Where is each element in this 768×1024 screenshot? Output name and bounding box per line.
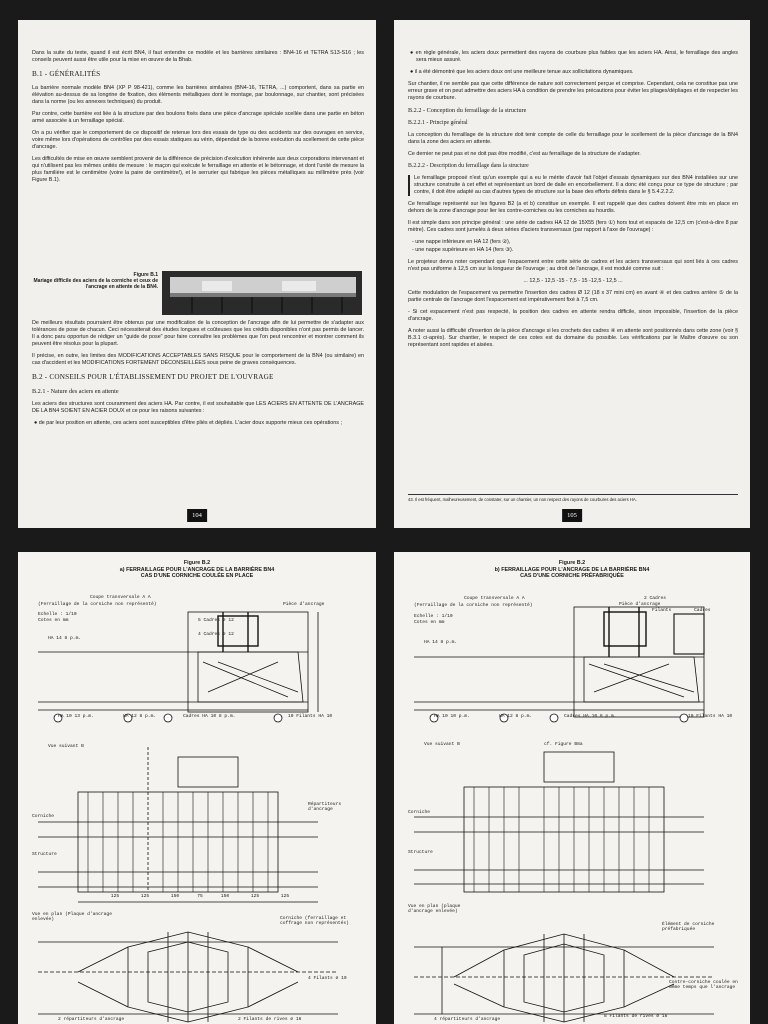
quote-paragraph: Le ferraillage proposé n'est qu'un exemple qui a eu le mérite d'avoir fait l'objet d'essais dynamiques sur des BN4 installées sur une structure construite à cet effet et représentant un bord de dalle en encorbellement. Il a donc été conçu pour ce type de structure ; par contre, il doit être adapté au cas d'autres types de structure sur la base des efforts définis dans le § 5.4.2.2.2. [408,175,738,196]
paragraph: - Si cet espacement n'est pas respecté, la position des cadres en attente rendra difficile, sinon impossible, l'insertion de la pièce d'ancrage. [408,309,738,322]
figure-number: Figure B.2 [183,560,211,566]
rebar-label: HA 10 10 p.m. [434,714,470,719]
anchor-piece-label: Pièce d'ancrage [283,602,325,607]
heading-b222: B.2.2.2 - Description du ferraillage dans la structure [408,163,529,169]
rebar-label: Cadres HA 10 8 p.m. [564,714,617,719]
frames-label: 2 Cadres [644,596,667,601]
rebar-label: HA 12 8 p.m. [499,714,533,719]
view-label: Vue suivant B [424,742,460,747]
bullet-text: en règle générale, les aciers doux permettent des rayons de courbure plus faibles que les aciers HA. Ainsi, le ferraillage des angles sera mieux assuré. [415,50,738,63]
section-note: (Ferraillage de la corniche non représenté) [38,602,157,607]
bullet-text: de par leur position en attente, ces aciers sont susceptibles d'être pliés et dépliés. L'acier doux supporte mieux ces opérations ; [38,420,342,426]
precast-element-label: Élément de corniche préfabriquée [662,922,715,933]
dimension-value: 125 [250,894,260,899]
cornice-note: Corniche (ferraillage et coffrage non représentés) [280,916,349,927]
page-104 [18,20,376,528]
paragraph: Les difficultés de mise en œuvre semblent provenir de la différence de précision d'exécution inhérente aux deux corporations intervenant et qui n'utilisent pas les mêmes unités de mesure : le maçon qui exécute le ferraillage en attente et le bétonnage, et dont l'unité de mesure la plus familière est le centimètre (voire la paire de centimètre!), et le serrurier qui fabrique les pièces métalliques au millimètre près (voir Figure B.1). [32,156,364,183]
page-106-figure [18,552,376,1024]
intro-paragraph: Dans la suite du texte, quand il est écrit BN4, il faut entendre ce modèle et les barrières similaires : BN4-16 et TETRA S13-S16 ; les conseils peuvent aussi être utile pour la mise en œuvre de la Bhab. [32,50,364,63]
paragraph: Il précise, en outre, les limites des MODIFICATIONS ACCEPTABLES SANS RISQUE pour le comportement de la BN4 (ou similaire) en cas d'accident et les MODIFICATIONS FORTEMENT DÉCONSEILLÉES sous peine de graves conséquences. [32,353,364,366]
figure-number: Figure B.2 [558,560,586,566]
paragraph: Par contre, cette barrière est liée à la structure par des boulons fixés dans une pièce d'ancrage spéciale scellée dans une partie en béton armé associée à un ferraillage spécial. [32,111,364,124]
rebar-label: HA 10 13 p.m. [58,714,94,719]
paragraph: De meilleurs résultats pourraient être obtenus par une modification de la conception de l'ancrage afin de lui permettre de s'adapter aux tolérances de pose de chacun. Ceci nécessiterait des études longues et coûteuses que les crédits disponibles n'ont pas permis de lancer. Il a donc paru opportun de rédiger un "guide de pose" pour faire connaître les problèmes que l'on peut rencontrer et montrer comment ils peuvent être résolus pour la plupart. [32,320,364,347]
figure-b1-caption [32,272,158,291]
section-note: (Ferraillage de la corniche non représenté) [414,603,533,608]
paragraph: Ce dernier ne peut pas et ne doit pas être modifié, c'est au ferraillage de la structure de s'adapter. [408,151,641,157]
plan-view-label: Vue en plan (plaque d'ancrage enlevée) [408,904,461,915]
cornice-label: Corniche [32,814,55,819]
rebar-label: HA 14 8 p.m. [424,640,458,645]
dimension-value: 150 [170,894,180,899]
page-number: 104 [187,509,207,522]
bullet-text: il a été démontré que les aciers doux ont une meilleure tenue aux sollicitations dynamiques. [414,69,634,75]
rebar-label: 4 répartiteurs d'ancrage [434,1017,501,1022]
dash-item: - une nappe supérieure en HA 14 (fers ③). [412,247,514,253]
structure-label: Structure [32,852,57,857]
counter-cornice-label: Contre-corniche coulée en même temps que l'ancrage [669,980,738,991]
paragraph: La barrière normale modèle BN4 (XP P 98-421), comme les barrières similaires (BN4-16, TETRA, ...) comportent, dans sa partie en élévation au-dessus de sa longrine de fixation, des éléments métalliques dont le montage, par boulonnage, sur chantier, sont précisées dans la norme (ou les annexes techniques) du produit. [32,85,364,105]
section-label: Coupe transversale A A [464,596,525,601]
distributor-label: Répartiteurs d'ancrage [308,802,342,813]
cornice-label: Corniche [408,810,431,815]
rebar-label: 10 Filants HA 10 [288,714,333,719]
units-label: Cotes en mm [38,618,69,623]
frames-label: Cadres [694,608,711,613]
page-105-body [408,50,738,354]
rebar-label: 2 Filants de rives ⌀ 16 [238,1017,302,1022]
page-105 [394,20,750,528]
rebar-label: 4 Filants ⌀ 10 [308,976,347,981]
plan-view-label: Vue en plan (Plaque d'ancrage enlevée) [32,912,112,923]
rebar-label: 5 Cadres ⌀ 12 [198,618,234,623]
heading-b22: B.2.2 - Conception du ferraillage de la structure [408,107,527,114]
page-104-body [32,50,364,189]
paragraph: On a pu vérifier que le comportement de ce dispositif de retenue lors des essais de type ou des accidents sur des ouvrages en service, voire même lors d'opérations de contrôles par des essais statiques au vérin, dépendait de la bonne exécution du scellement de cette pièce d'ancrage. [32,130,364,150]
rebar-label: 4 Cadres ⌀ 12 [198,632,234,637]
dimension-value: 75 [197,894,203,899]
bullet-item: ● il a été démontré que les aciers doux ont une meilleure tenue aux sollicitations dynamiques. [410,69,634,75]
paragraph: Cette modulation de l'espacement va permettre l'insertion des cadres Ø 12 (18 x 37 mini cm) en avant ④ et des cadres arrière ⑤ de la partie centrale de l'ancrage dont l'espacement est impérativement fixé à 7,5 cm. [408,290,738,303]
view-label: Vue suivant B [48,744,84,749]
dimension-value: 150 [220,894,230,899]
heading-b2: B.2 - CONSEILS POUR L'ÉTABLISSEMENT DU PROJET DE L'OUVRAGE [32,373,274,381]
paragraph: Le projeteur devra noter cependant que l'espacement entre cette série de cadres et les aciers transversaux qui sont liés à ces cadres n'est pas uniforme à 12,5 cm sur la longueur de l'ouvrage ; au droit de l'ancrage, il est modulé comme suit : [408,259,738,272]
page-107-figure [394,552,750,1024]
section-label: Coupe transversale A A [90,595,151,600]
rebar-label: Cadres HA 10 8 p.m. [183,714,236,719]
rebar-label: HA 12 8 p.m. [123,714,157,719]
figure-heading: a) FERRAILLAGE POUR L'ANCRAGE DE LA BARRIÈRE BN4 [119,566,275,573]
structure-label: Structure [408,850,433,855]
dimension-value: 125 [280,894,290,899]
heading-b221: B.2.2.1 - Principe général [408,120,468,126]
reference-label: cf. Figure B8a [544,742,583,747]
figure-b1-photo [162,271,362,315]
figure-subheading: CAS D'UNE CORNICHE COULÉE EN PLACE [140,573,254,580]
footnote: 43. Il est fréquent, malheureusement, de constater, sur un chantier, un non respect des rayons de courbures des aciers HA. [408,494,738,502]
units-label: Cotes en mm [414,620,445,625]
dash-item: - une nappe inférieure en HA 12 (fers ②), [412,239,511,245]
heading-b1: B.1 - GÉNÉRALITÉS [32,70,101,78]
spacing-sequence: ... 12,5 - 12,5 -15 - 7,5 - 15 -12,5 - 12,5 ... [523,278,623,284]
rebar-label: 8 Filants de rives ⌀ 16 [604,1014,668,1019]
figure-b1-number: Figure B.1 [133,272,158,278]
paragraph: Les aciers des structures sont couramment des aciers HA. Par contre, il est souhaitable que LES ACIERS EN ATTENTE DE L'ANCRAGE DE LA BN4 SOIENT EN ACIER DOUX et ce pour les raisons suivantes : [32,401,364,414]
paragraph: Sur chantier, il ne semble pas que cette différence de nature soit correctement perçue et comprise. Cependant, cela ne constitue pas une erreur grave et on peut admettre des aciers HA à condition de prendre les précautions pour éviter les pliages/dépliages et de respecter les rayons de courbure. [408,81,738,101]
rebar-label: 2 répartiteurs d'ancrage [58,1017,125,1022]
scale-label: Echelle : 1/10 [38,612,77,617]
paragraph: A noter aussi la difficulté d'insertion de la pièce d'ancrage si les crochets des cadres ④ en attente sont positionnés dans cette zone (voir § B.3.1 ci-après). Sur chantier, le respect de ces cotes est du domaine du possible. Les vérifications par le Maître d'œuvre ou son représentant sont rapides et aisées. [408,328,738,348]
rebar-label: HA 14 8 p.m. [48,636,82,641]
scale-label: Echelle : 1/10 [414,614,453,619]
figure-heading: b) FERRAILLAGE POUR L'ANCRAGE DE LA BARRIÈRE BN4 [494,566,650,573]
rebar-label: 10 Filants HA 10 [688,714,733,719]
rods-label: Filants [652,608,672,613]
heading-b21: B.2.1 - Nature des aciers en attente [32,388,119,395]
paragraph: La conception du ferraillage de la structure doit tenir compte de celle du ferraillage pour le scellement de la pièce d'ancrage de la BN4 dans la zone des aciers en attente. [408,132,738,145]
rebar-drawing-a [18,552,376,1024]
figure-b1-text: Mariage difficile des aciers de la corniche et ceux de l'ancrage en attente de la BN4. [33,278,158,291]
paragraph: Ce ferraillage représenté sur les figures B2 (a et b) constitue un exemple. Il est rappelé que des cadres doivent être mis en place en dehors de la zone d'ancrage pour lier les contre-corniches ou les corniches au hourdis. [408,201,738,214]
page-104-body-lower [32,320,364,432]
bullet-item: ● en règle générale, les aciers doux permettent des rayons de courbure plus faibles que les aciers HA. Ainsi, le ferraillage des angles sera mieux assuré. [410,50,738,63]
rebar-drawing-b [394,552,750,1024]
dimension-row [100,894,300,899]
page-number: 105 [562,509,582,522]
dimension-value: 125 [140,894,150,899]
anchor-piece-label: Pièce d'ancrage [619,602,661,607]
figure-subheading: CAS D'UNE CORNICHE PRÉFABRIQUÉE [520,573,624,580]
bullet-item: ● de par leur position en attente, ces aciers sont susceptibles d'être pliés et dépliés. L'acier doux supporte mieux ces opérations ; [34,420,342,426]
dimension-value: 125 [110,894,120,899]
paragraph: Il est simple dans son principe général : une série de cadres HA 12 de 15X55 (fers ①) hors tout et espacés de 12,5 cm (c'est-à-dire 8 par mètre). Ces cadres sont jumelés à deux séries d'aciers transversaux (par rapport à l'axe de l'ouvrage) : [408,220,738,233]
